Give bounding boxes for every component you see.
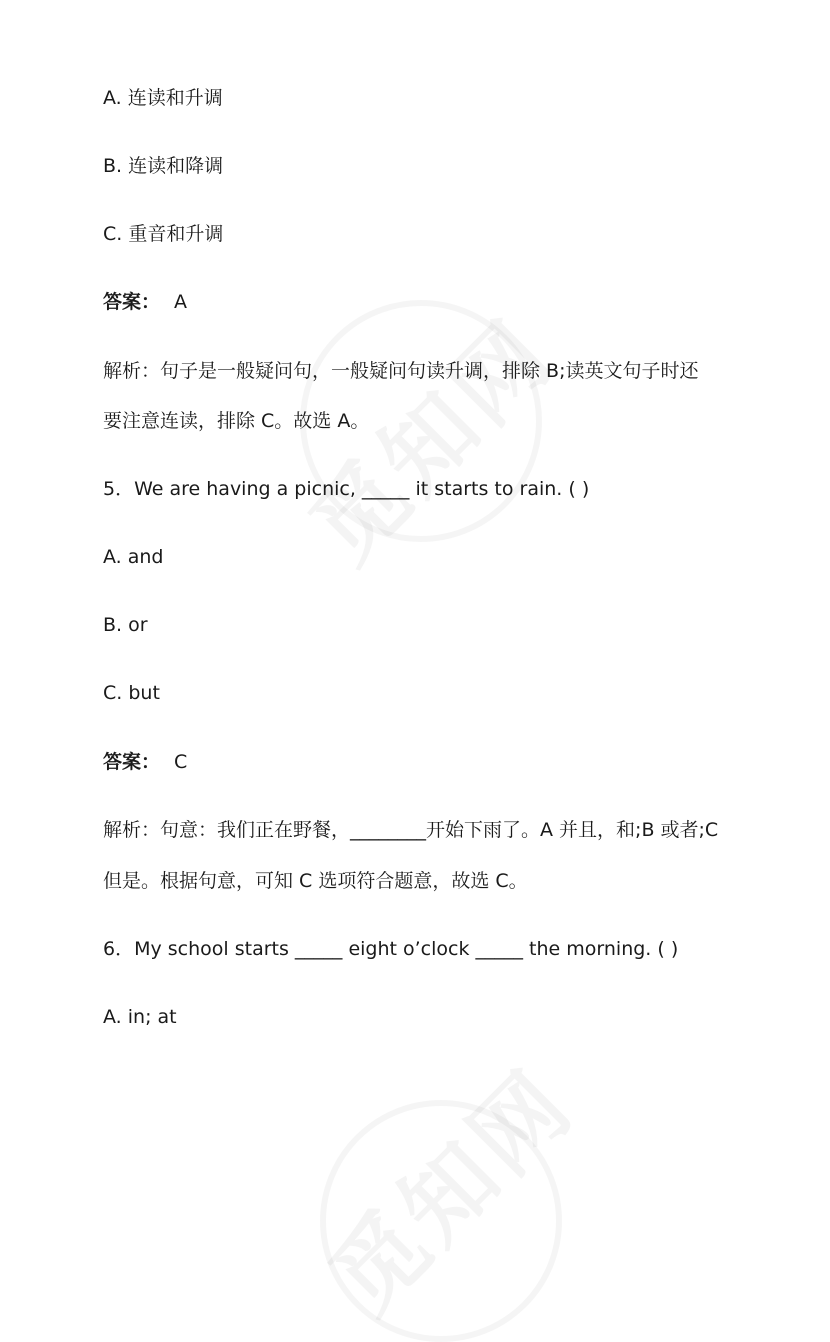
q4-option-a: A. 连读和升调	[103, 87, 223, 109]
answer-label: 答案：	[103, 751, 161, 773]
q6-option-a: A. in; at	[103, 1006, 177, 1028]
q6-question: 6．My school starts _____ eight o’clock _____ the morning. ( )	[103, 938, 679, 960]
q4-answer-value: A	[174, 291, 188, 313]
q4-analysis-line-1: 解析：句子是一般疑问句，一般疑问句读升调，排除 B;读英文句子时还	[103, 360, 699, 382]
q5-option-c: C. but	[103, 682, 160, 704]
q5-analysis-line-2: 但是。根据句意，可知 C 选项符合题意，故选 C。	[103, 870, 528, 892]
q5-answer-value: C	[174, 751, 188, 773]
q5-answer-row	[103, 748, 187, 776]
q4-answer-row	[103, 288, 187, 316]
answer-label: 答案：	[103, 291, 161, 313]
q4-option-c: C. 重音和升调	[103, 223, 224, 245]
q4-option-b: B. 连读和降调	[103, 155, 224, 177]
q5-analysis-line-1: 解析：句意：我们正在野餐，________开始下雨了。A 并且，和;B 或者;C	[103, 819, 719, 841]
q5-option-b: B. or	[103, 614, 148, 636]
q5-question: 5．We are having a picnic, _____ it starts to rain. ( )	[103, 478, 590, 500]
q5-option-a: A. and	[103, 546, 164, 568]
q4-analysis-line-2: 要注意连读，排除 C。故选 A。	[103, 410, 370, 432]
